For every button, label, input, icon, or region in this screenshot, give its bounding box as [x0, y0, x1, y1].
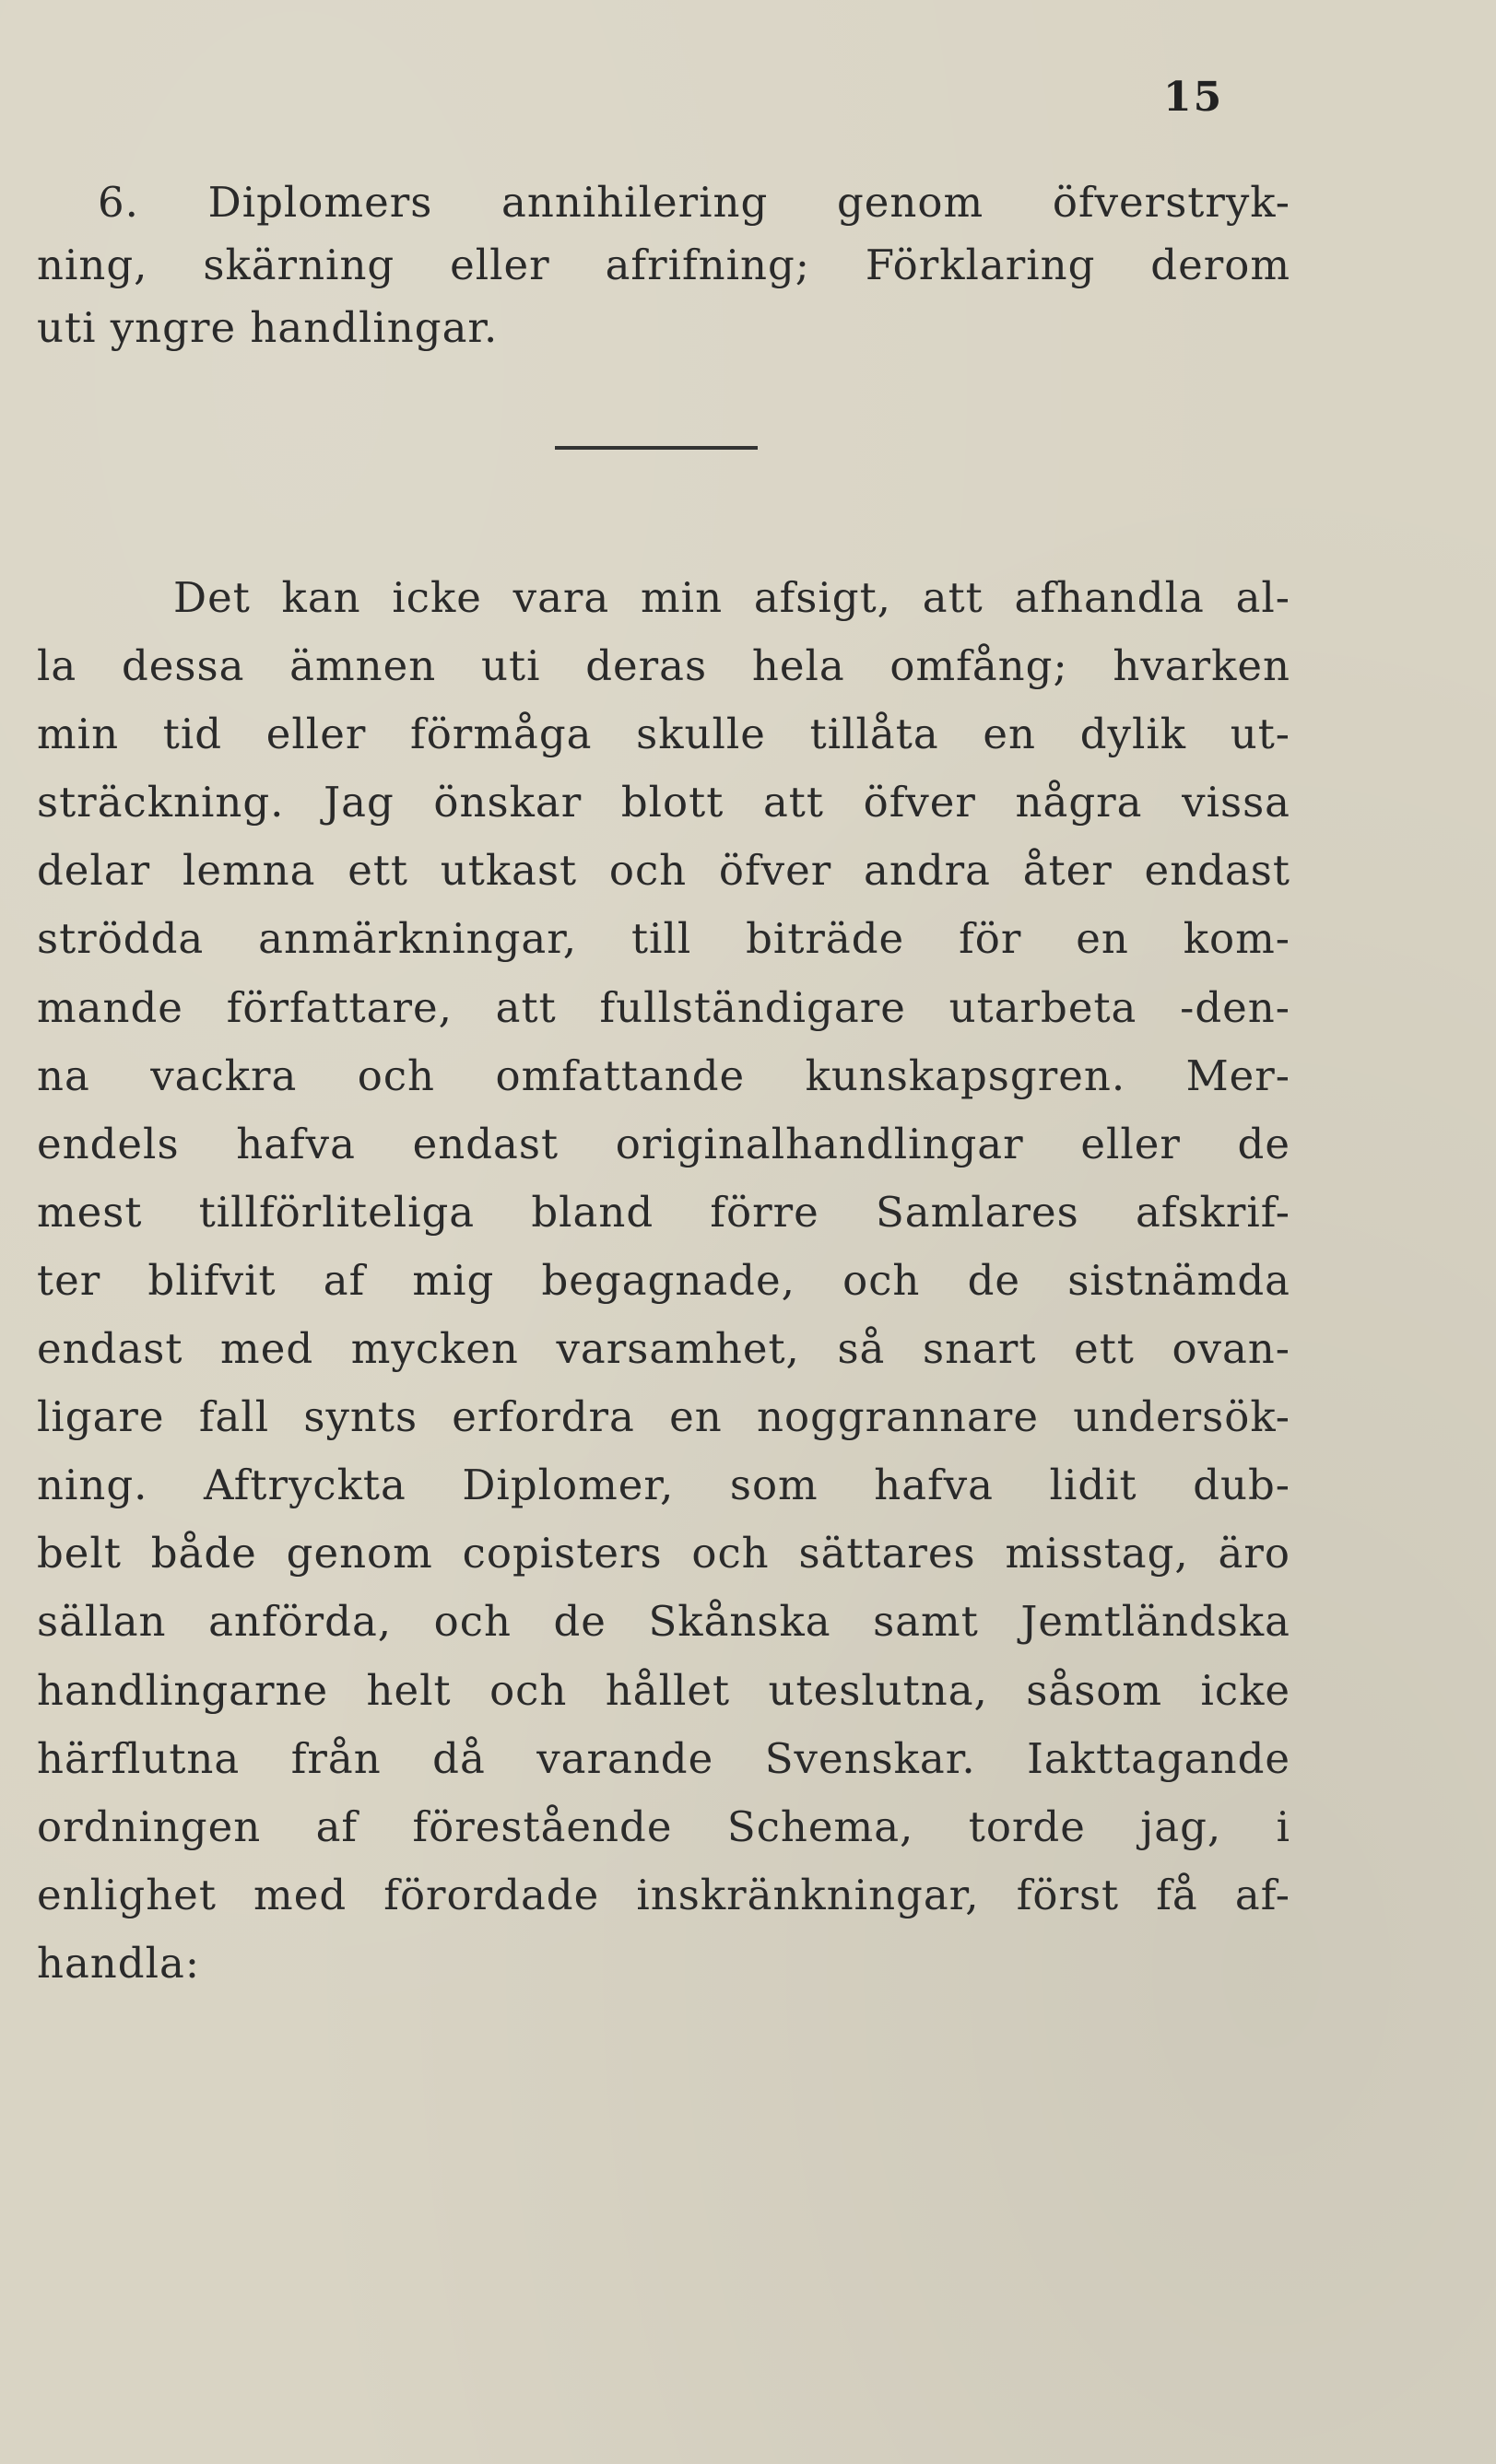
body-line: endast med mycken varsamhet, så snart ett ovan- [37, 1324, 1290, 1374]
page-number: 15 [1163, 74, 1224, 121]
body-line: mande författare, att fullständigare utarbeta -den- [37, 982, 1290, 1032]
body-line: ligare fall synts erfordra en noggrannare undersök- [37, 1392, 1290, 1442]
body-line: min tid eller förmåga skulle tillåta en dylik ut- [37, 710, 1290, 759]
body-line: endels hafva endast originalhandlingar eller de [37, 1119, 1290, 1168]
body-line: na vackra och omfattande kunskapsgren. Mer- [37, 1050, 1290, 1100]
section-divider-rule [555, 446, 758, 450]
body-line: la dessa ämnen uti deras hela omfång; hvarken [37, 641, 1290, 691]
body-line: sträckning. Jag önskar blott att öfver några vissa [37, 778, 1290, 827]
body-line: delar lemna ett utkast och öfver andra åter endast [37, 846, 1290, 896]
body-line: mest tillförliteliga bland förre Samlares afskrif- [37, 1187, 1290, 1237]
section-heading [37, 171, 1290, 359]
body-line: strödda anmärkningar, till biträde för en kom- [37, 914, 1290, 964]
body-line: ordningen af förestående Schema, torde jag, i [37, 1801, 1290, 1851]
body-line: sällan anförda, och de Skånska samt Jemtländska [37, 1597, 1290, 1647]
body-line: Det kan icke vara min afsigt, att afhandla al- [173, 573, 1290, 622]
body-line: ning. Aftryckta Diplomer, som hafva lidit dub- [37, 1461, 1290, 1510]
body-line: handlingarne helt och hållet uteslutna, såsom icke [37, 1665, 1290, 1715]
heading-line: uti yngre handlingar. [37, 303, 499, 352]
body-line: handla: [37, 1938, 200, 1988]
body-line: ter blifvit af mig begagnade, och de sistnämda [37, 1255, 1290, 1305]
heading-line: 6. Diplomers annihilering genom öfverstryk- [98, 178, 1290, 227]
body-paragraph [37, 564, 1290, 1998]
heading-line: ning, skärning eller afrifning; Förklaring derom [37, 241, 1290, 289]
body-line: härflutna från då varande Svenskar. Iakttagande [37, 1733, 1290, 1783]
body-line: enlighet med förordade inskränkningar, först få af- [37, 1870, 1290, 1919]
body-line: belt både genom copisters och sättares misstag, äro [37, 1529, 1290, 1578]
